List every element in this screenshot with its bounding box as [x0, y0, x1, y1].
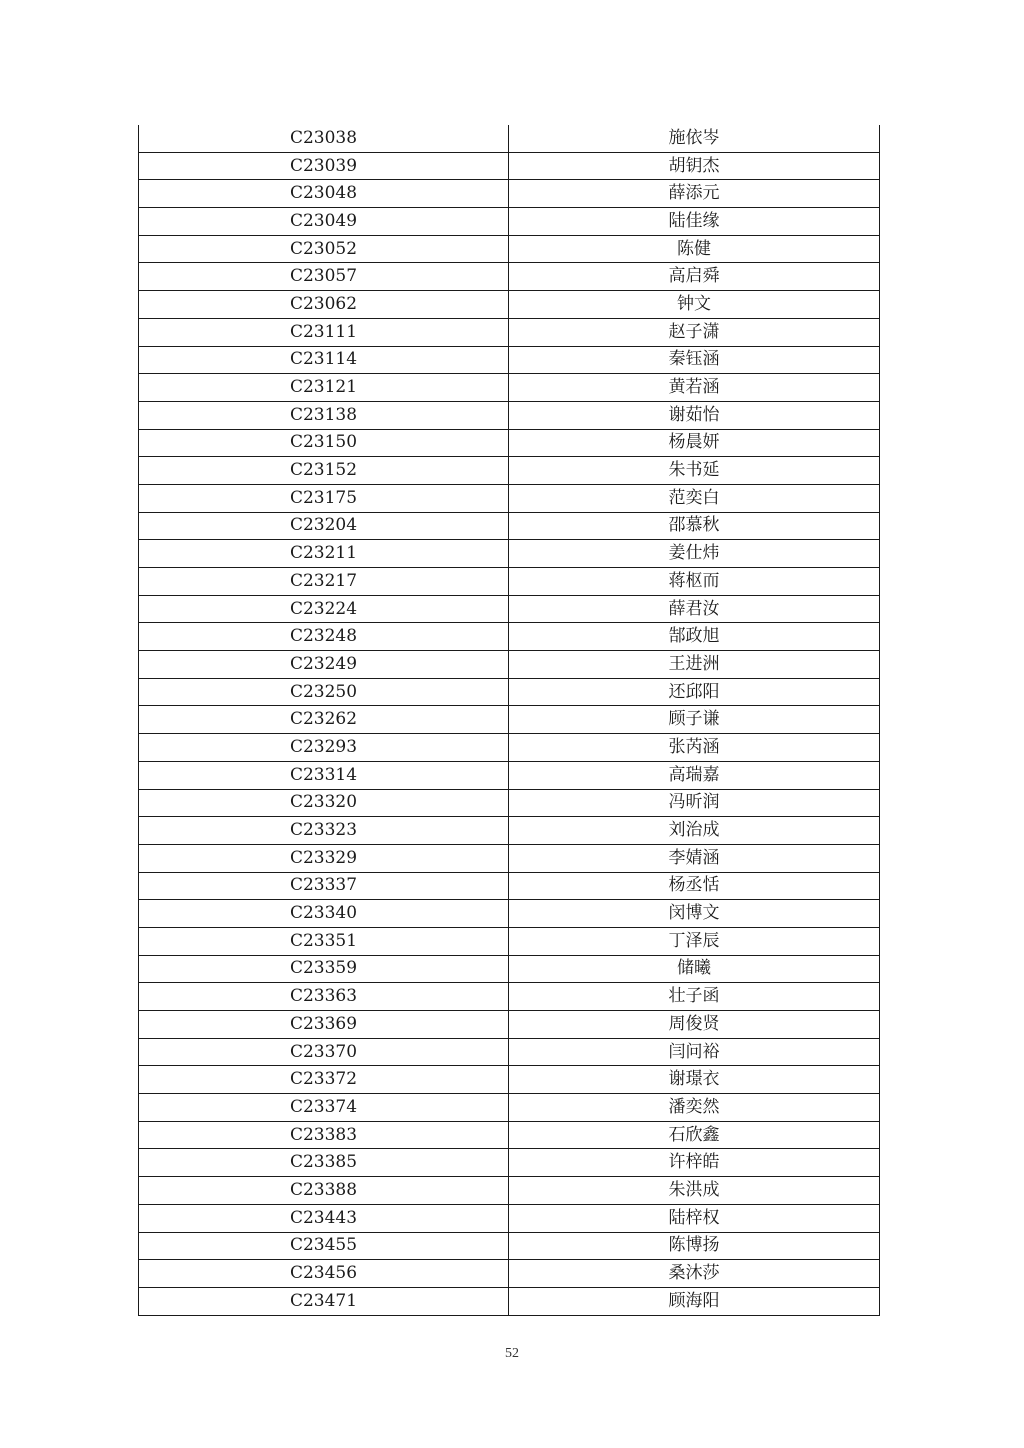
candidate-name-cell: 姜仕炜	[509, 540, 880, 568]
table-row	[139, 346, 880, 374]
candidate-name-cell: 范奕白	[509, 484, 880, 512]
candidate-name-cell: 闫问裕	[509, 1038, 880, 1066]
candidate-name-cell: 杨晨妍	[509, 429, 880, 457]
candidate-id-cell: C23224	[139, 595, 509, 623]
candidate-name-cell: 薛添元	[509, 180, 880, 208]
candidate-name-cell: 朱书延	[509, 457, 880, 485]
candidate-name-cell: 陆梓权	[509, 1204, 880, 1232]
candidate-id-cell: C23323	[139, 817, 509, 845]
candidate-id-cell: C23048	[139, 180, 509, 208]
candidate-id-cell: C23471	[139, 1287, 509, 1315]
candidate-name-cell: 石欣鑫	[509, 1121, 880, 1149]
table-row	[139, 761, 880, 789]
candidate-id-cell: C23293	[139, 734, 509, 762]
table-row	[139, 789, 880, 817]
table-row	[139, 1121, 880, 1149]
table-row	[139, 1038, 880, 1066]
candidate-name-cell: 邵慕秋	[509, 512, 880, 540]
table-row	[139, 817, 880, 845]
candidate-name-cell: 谢璟衣	[509, 1066, 880, 1094]
candidate-id-cell: C23150	[139, 429, 509, 457]
candidate-name-cell: 储曦	[509, 955, 880, 983]
roster-table-body	[139, 125, 880, 1315]
candidate-id-cell: C23057	[139, 263, 509, 291]
candidate-name-cell: 壮子函	[509, 983, 880, 1011]
candidate-id-cell: C23248	[139, 623, 509, 651]
table-row	[139, 235, 880, 263]
candidate-name-cell: 顾子谦	[509, 706, 880, 734]
table-row	[139, 927, 880, 955]
table-row	[139, 540, 880, 568]
candidate-id-cell: C23359	[139, 955, 509, 983]
candidate-id-cell: C23443	[139, 1204, 509, 1232]
candidate-id-cell: C23249	[139, 651, 509, 679]
candidate-id-cell: C23152	[139, 457, 509, 485]
candidate-id-cell: C23038	[139, 125, 509, 152]
candidate-name-cell: 施依岑	[509, 125, 880, 152]
candidate-id-cell: C23320	[139, 789, 509, 817]
candidate-id-cell: C23314	[139, 761, 509, 789]
table-row	[139, 208, 880, 236]
table-row	[139, 291, 880, 319]
candidate-name-cell: 陈博扬	[509, 1232, 880, 1260]
candidate-id-cell: C23121	[139, 374, 509, 402]
table-row	[139, 872, 880, 900]
table-row	[139, 623, 880, 651]
candidate-name-cell: 杨丞恬	[509, 872, 880, 900]
candidate-name-cell: 黄若涵	[509, 374, 880, 402]
table-row	[139, 263, 880, 291]
candidate-id-cell: C23388	[139, 1177, 509, 1205]
candidate-name-cell: 刘治成	[509, 817, 880, 845]
table-row	[139, 568, 880, 596]
candidate-id-cell: C23138	[139, 401, 509, 429]
table-row	[139, 706, 880, 734]
candidate-id-cell: C23363	[139, 983, 509, 1011]
table-row	[139, 152, 880, 180]
candidate-name-cell: 周俊贤	[509, 1011, 880, 1039]
table-row	[139, 429, 880, 457]
table-row	[139, 318, 880, 346]
candidate-name-cell: 朱洪成	[509, 1177, 880, 1205]
candidate-name-cell: 郜政旭	[509, 623, 880, 651]
roster-table	[138, 125, 880, 1316]
table-row	[139, 983, 880, 1011]
candidate-id-cell: C23329	[139, 844, 509, 872]
candidate-id-cell: C23062	[139, 291, 509, 319]
candidate-name-cell: 李婧涵	[509, 844, 880, 872]
candidate-name-cell: 桑沐莎	[509, 1260, 880, 1288]
table-row	[139, 1066, 880, 1094]
candidate-name-cell: 薛君汝	[509, 595, 880, 623]
table-row	[139, 1094, 880, 1122]
table-row	[139, 900, 880, 928]
table-row	[139, 1149, 880, 1177]
candidate-id-cell: C23383	[139, 1121, 509, 1149]
candidate-name-cell: 冯昕润	[509, 789, 880, 817]
table-row	[139, 844, 880, 872]
table-row	[139, 1177, 880, 1205]
table-row	[139, 125, 880, 152]
candidate-name-cell: 潘奕然	[509, 1094, 880, 1122]
table-row	[139, 734, 880, 762]
candidate-id-cell: C23372	[139, 1066, 509, 1094]
candidate-name-cell: 谢茹怡	[509, 401, 880, 429]
table-row	[139, 595, 880, 623]
candidate-name-cell: 高瑞嘉	[509, 761, 880, 789]
candidate-id-cell: C23374	[139, 1094, 509, 1122]
candidate-id-cell: C23370	[139, 1038, 509, 1066]
table-row	[139, 651, 880, 679]
candidate-id-cell: C23175	[139, 484, 509, 512]
candidate-name-cell: 还邱阳	[509, 678, 880, 706]
candidate-id-cell: C23337	[139, 872, 509, 900]
candidate-name-cell: 钟文	[509, 291, 880, 319]
candidate-name-cell: 王进洲	[509, 651, 880, 679]
candidate-id-cell: C23455	[139, 1232, 509, 1260]
table-row	[139, 1260, 880, 1288]
candidate-name-cell: 丁泽辰	[509, 927, 880, 955]
table-row	[139, 1011, 880, 1039]
table-row	[139, 457, 880, 485]
candidate-name-cell: 闵博文	[509, 900, 880, 928]
candidate-name-cell: 高启舜	[509, 263, 880, 291]
table-row	[139, 1232, 880, 1260]
candidate-id-cell: C23111	[139, 318, 509, 346]
candidate-name-cell: 胡钥杰	[509, 152, 880, 180]
candidate-id-cell: C23039	[139, 152, 509, 180]
candidate-id-cell: C23340	[139, 900, 509, 928]
candidate-name-cell: 陈健	[509, 235, 880, 263]
candidate-name-cell: 蒋枢而	[509, 568, 880, 596]
candidate-id-cell: C23114	[139, 346, 509, 374]
candidate-id-cell: C23211	[139, 540, 509, 568]
candidate-name-cell: 顾海阳	[509, 1287, 880, 1315]
table-row	[139, 955, 880, 983]
candidate-id-cell: C23262	[139, 706, 509, 734]
table-row	[139, 401, 880, 429]
candidate-name-cell: 许梓皓	[509, 1149, 880, 1177]
candidate-name-cell: 张芮涵	[509, 734, 880, 762]
candidate-id-cell: C23052	[139, 235, 509, 263]
table-row	[139, 678, 880, 706]
table-row	[139, 374, 880, 402]
candidate-name-cell: 赵子潇	[509, 318, 880, 346]
candidate-id-cell: C23385	[139, 1149, 509, 1177]
candidate-id-cell: C23369	[139, 1011, 509, 1039]
table-row	[139, 512, 880, 540]
candidate-name-cell: 秦钰涵	[509, 346, 880, 374]
candidate-id-cell: C23351	[139, 927, 509, 955]
candidate-name-cell: 陆佳缘	[509, 208, 880, 236]
candidate-id-cell: C23204	[139, 512, 509, 540]
page-number: 52	[505, 1346, 519, 1361]
candidate-id-cell: C23456	[139, 1260, 509, 1288]
table-row	[139, 1204, 880, 1232]
candidate-id-cell: C23049	[139, 208, 509, 236]
table-row	[139, 484, 880, 512]
candidate-id-cell: C23250	[139, 678, 509, 706]
table-row	[139, 1287, 880, 1315]
candidate-id-cell: C23217	[139, 568, 509, 596]
table-row	[139, 180, 880, 208]
